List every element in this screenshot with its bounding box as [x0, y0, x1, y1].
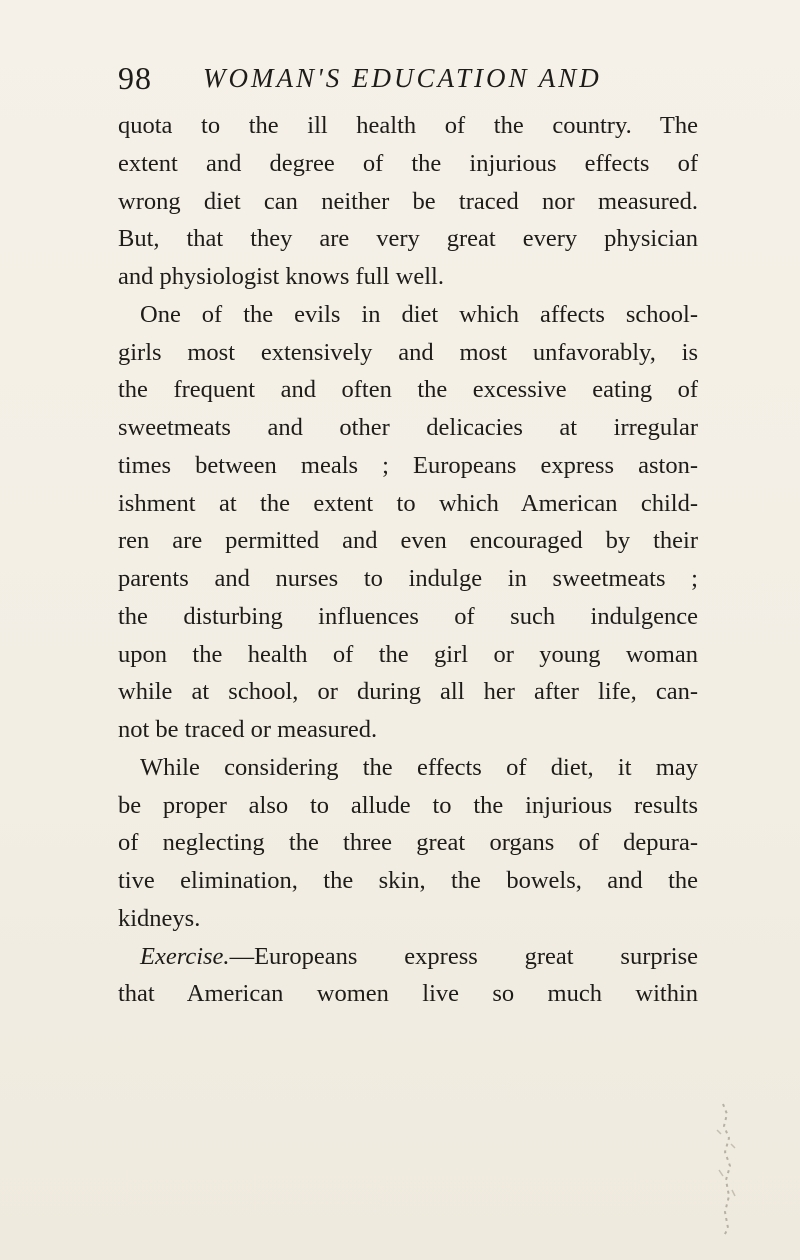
text-line: wrong diet can neither be traced nor measured. — [118, 187, 698, 215]
text-line: the frequent and often the excessive eating of — [118, 376, 698, 404]
text-line: not be traced or measured. — [118, 716, 378, 743]
text-line: But, that they are very great every physician — [118, 225, 698, 253]
text-line: and physiologist knows full well. — [118, 263, 444, 290]
exercise-line — [118, 938, 698, 976]
exercise-line-rest: —Europeans express great surprise — [229, 942, 698, 970]
text-line: of neglecting the three great organs of depura- — [118, 829, 698, 857]
page-number: 98 — [118, 60, 152, 96]
text-line: girls most extensively and most unfavorably, is — [118, 338, 698, 366]
text-line: that American women live so much within — [118, 980, 698, 1008]
ink-smudge-mark — [705, 1100, 745, 1240]
page-header — [118, 58, 718, 98]
text-line: extent and degree of the injurious effects of — [118, 149, 698, 177]
text-line: While considering the effects of diet, it may — [140, 753, 698, 781]
text-line: times between meals ; Europeans express aston- — [118, 451, 698, 479]
text-line: quota to the ill health of the country. The — [118, 112, 698, 139]
exercise-heading: Exercise. — [140, 942, 230, 970]
text-line: One of the evils in diet which affects school- — [140, 300, 698, 328]
text-line: kidneys. — [118, 904, 201, 932]
text-line: while at school, or during all her after life, can- — [118, 678, 698, 706]
text-line: be proper also to allude to the injurious results — [118, 791, 698, 819]
body-text — [118, 107, 698, 1013]
text-line: upon the health of the girl or young woman — [118, 640, 698, 668]
text-line: sweetmeats and other delicacies at irregular — [118, 414, 698, 441]
running-head: WOMAN'S EDUCATION AND — [203, 63, 602, 93]
text-line: ishment at the extent to which American child- — [118, 489, 698, 517]
text-line: ren are permitted and even encouraged by their — [118, 527, 698, 555]
text-line: parents and nurses to indulge in sweetmeats ; — [118, 565, 698, 592]
text-line: the disturbing influences of such indulgence — [118, 602, 698, 630]
text-line: tive elimination, the skin, the bowels, and the — [118, 867, 698, 894]
